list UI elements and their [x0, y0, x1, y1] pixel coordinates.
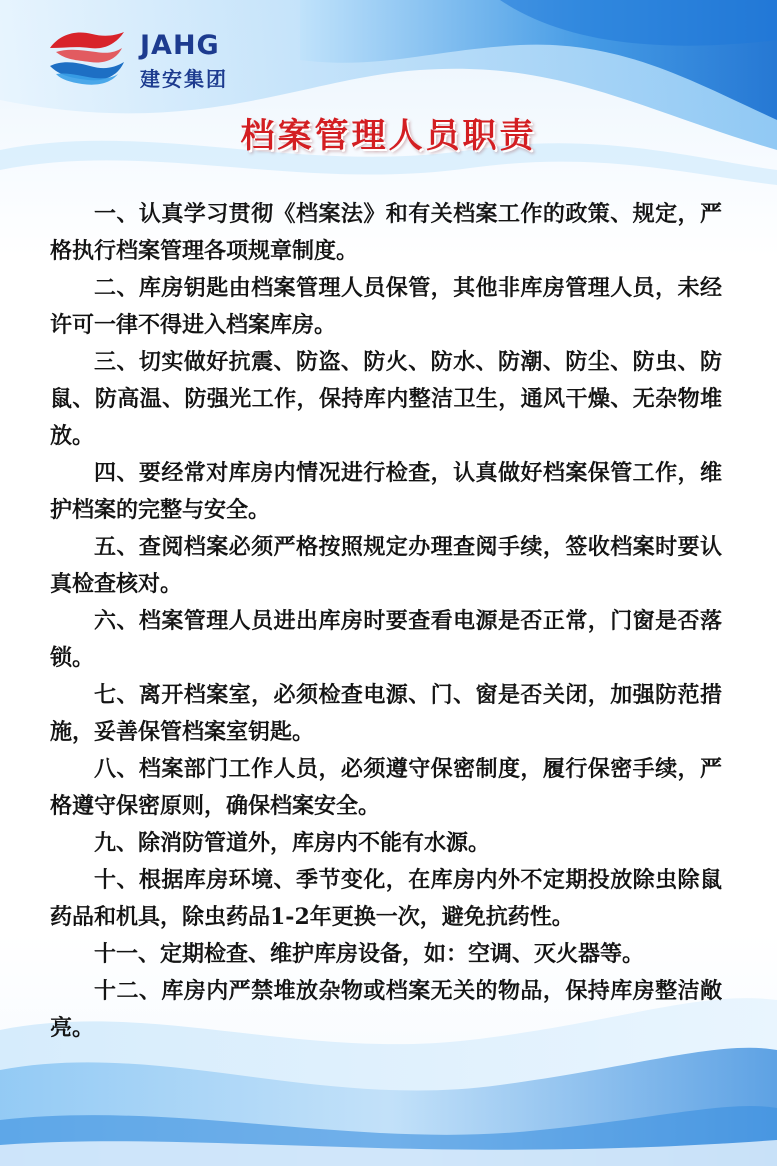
page-title: 档案管理人员职责: [240, 116, 537, 156]
duty-item: 四、要经常对库房内情况进行检查，认真做好档案保管工作，维护档案的完整与安全。: [50, 460, 722, 523]
duty-item: 五、查阅档案必须严格按照规定办理查阅手续，签收档案时要认真检查核对。: [50, 534, 722, 597]
duty-item: 一、认真学习贯彻《档案法》和有关档案工作的政策、规定，严格执行档案管理各项规章制度。: [50, 201, 722, 264]
duty-item: 十一、定期检查、维护库房设备，如：空调、灭火器等。: [94, 941, 645, 967]
duty-item: 十、根据库房环境、季节变化，在库房内外不定期投放除虫除鼠药品和机具，除虫药品1-2年更换一次，避免抗药性。: [50, 867, 722, 930]
duty-item: 十二、库房内严禁堆放杂物或档案无关的物品，保持库房整洁敞亮。: [50, 978, 722, 1041]
brand-name-en: JAHG: [140, 30, 220, 61]
duties-list: [50, 196, 722, 1047]
jahg-logo-icon: [46, 26, 126, 86]
duty-item: 六、档案管理人员进出库房时要查看电源是否正常，门窗是否落锁。: [50, 608, 722, 671]
duty-item: 三、切实做好抗震、防盗、防火、防水、防潮、防尘、防虫、防鼠、防高温、防强光工作，保持库内整洁卫生，通风干燥、无杂物堆放。: [50, 349, 722, 449]
brand-name-cn: 建安集团: [140, 67, 228, 91]
duty-item: 七、离开档案室，必须检查电源、门、窗是否关闭，加强防范措施，妥善保管档案室钥匙。: [50, 682, 722, 745]
duty-item: 八、档案部门工作人员，必须遵守保密制度，履行保密手续，严格遵守保密原则，确保档案安全。: [50, 756, 722, 819]
duty-item: 九、除消防管道外，库房内不能有水源。: [94, 830, 491, 856]
duty-item: 二、库房钥匙由档案管理人员保管，其他非库房管理人员，未经许可一律不得进入档案库房。: [50, 275, 722, 338]
company-logo: [46, 26, 246, 90]
